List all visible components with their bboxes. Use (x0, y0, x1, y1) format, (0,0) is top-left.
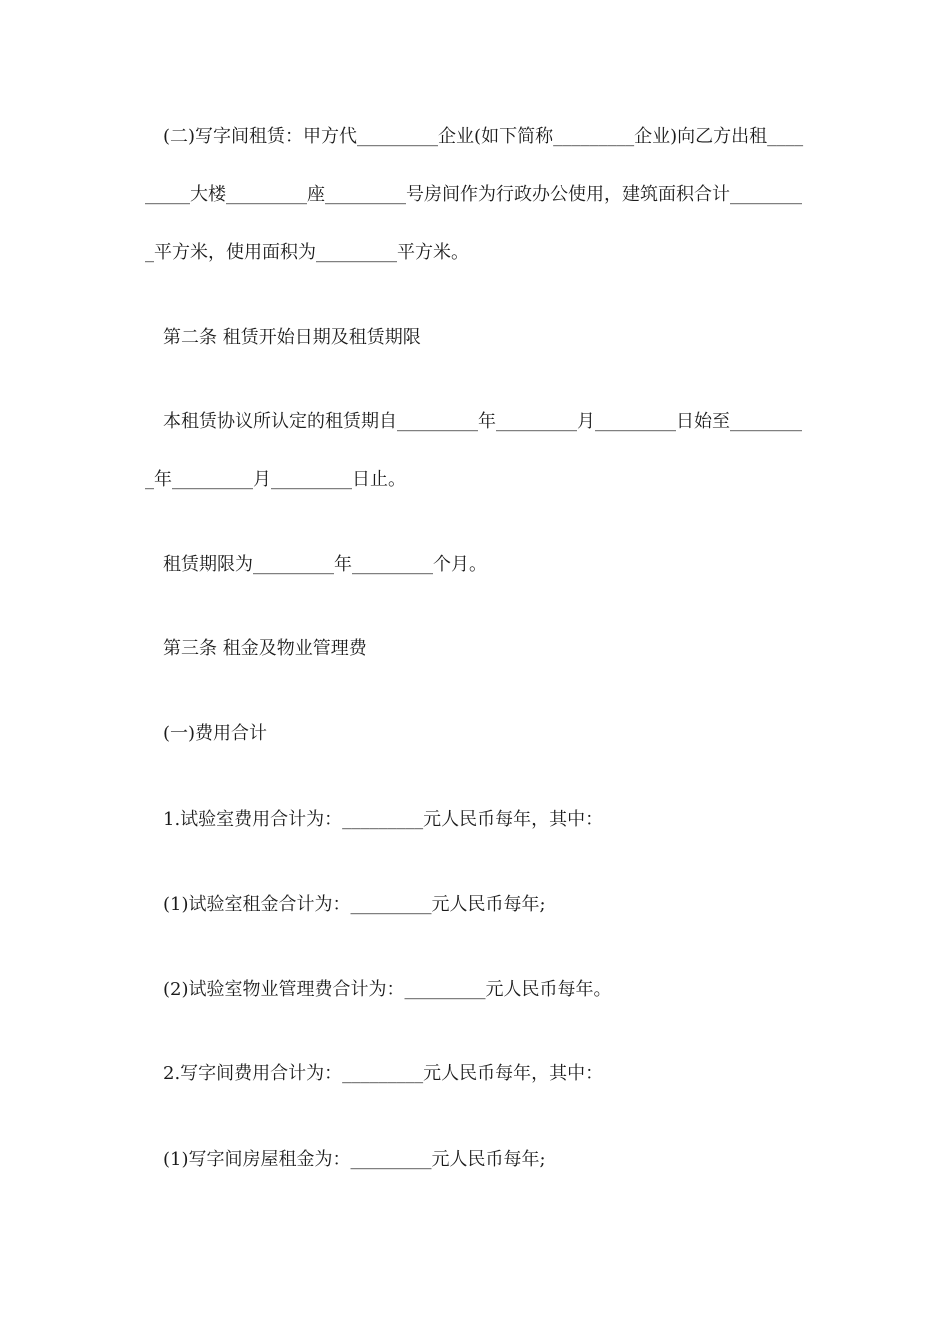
paragraph-office-rent: (1)写字间房屋租金为：_________元人民币每年; (163, 1149, 546, 1170)
paragraph-lab-cost-total: 1.试验室费用合计为：_________元人民币每年，其中： (163, 809, 604, 830)
paragraph-lab-property-fee: (2)试验室物业管理费合计为：_________元人民币每年。 (163, 979, 612, 1000)
paragraph-cost-total: (一)费用合计 (163, 723, 268, 744)
heading-article-two: 第二条 租赁开始日期及租赁期限 (163, 327, 421, 348)
paragraph-lease-period: 本租赁协议所认定的租赁期自_________年_________月_________日始至_________年_________月_________日止。 (145, 411, 802, 490)
heading-article-three: 第三条 租金及物业管理费 (163, 638, 367, 659)
paragraph-office-cost-total: 2.写字间费用合计为：_________元人民币每年，其中： (163, 1063, 604, 1084)
paragraph-office-lease: (二)写字间租赁：甲方代_________企业(如下简称_________企业)向乙方出租_________大楼_________座_________号房间作为行政办公使用，建筑面积合计_________平方米，使用面积为_________平方米。 (145, 126, 804, 263)
paragraph-lease-duration: 租赁期限为_________年_________个月。 (163, 554, 487, 575)
paragraph-lab-rent: (1)试验室租金合计为：_________元人民币每年; (163, 894, 546, 915)
